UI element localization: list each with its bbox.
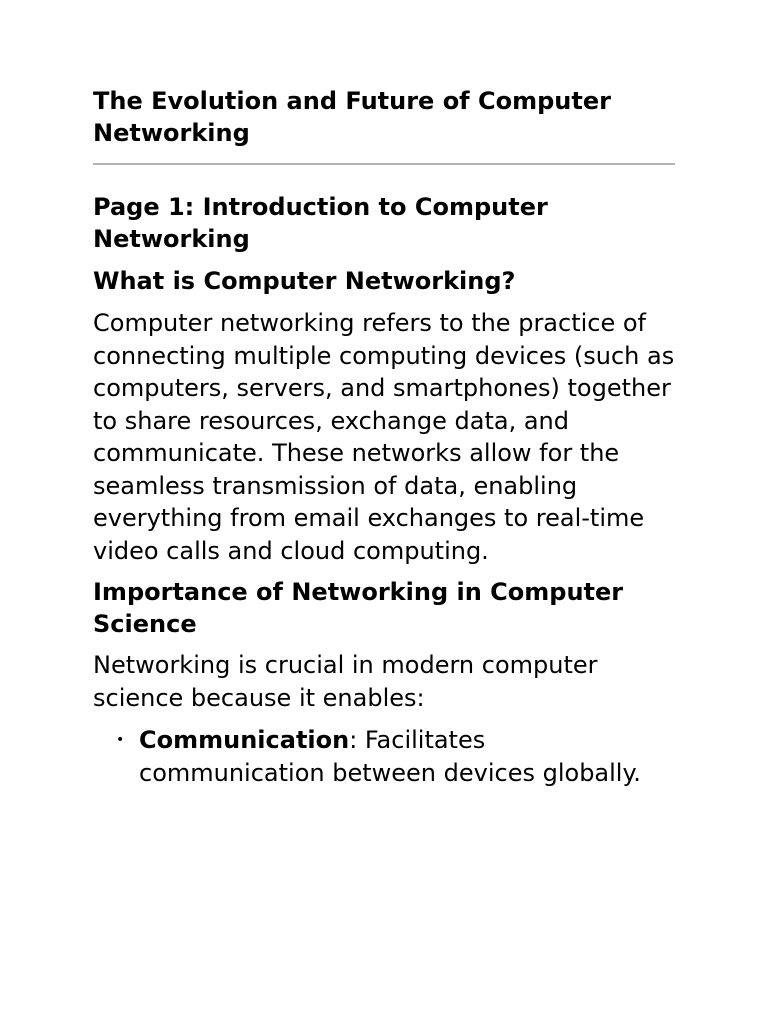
document-title: The Evolution and Future of Computer Networking (93, 87, 611, 147)
section-heading-importance: Importance of Networking in Computer Science (93, 578, 624, 638)
title-divider (93, 163, 675, 165)
bullet-term: Communication (139, 726, 350, 754)
list-item (93, 724, 675, 789)
bullet-icon: • (116, 732, 125, 748)
page-heading: Page 1: Introduction to Computer Networking (93, 193, 548, 253)
bullet-text: : Facilitates communication between devices globally. (139, 726, 641, 787)
importance-bullet-list (93, 724, 675, 789)
section-intro-importance: Networking is crucial in modern computer science because it enables: (93, 651, 598, 712)
section-paragraph-what-is-networking: Computer networking refers to the practice of connecting multiple computing devices (such as computers, servers, and smartphones) together to share resources, exchange data, and communicate. These networks allow for the seamless transmission of data, enabling everything from email exchanges to real-time video calls and cloud computing. (93, 309, 675, 565)
section-heading-what-is-networking: What is Computer Networking? (93, 267, 516, 295)
